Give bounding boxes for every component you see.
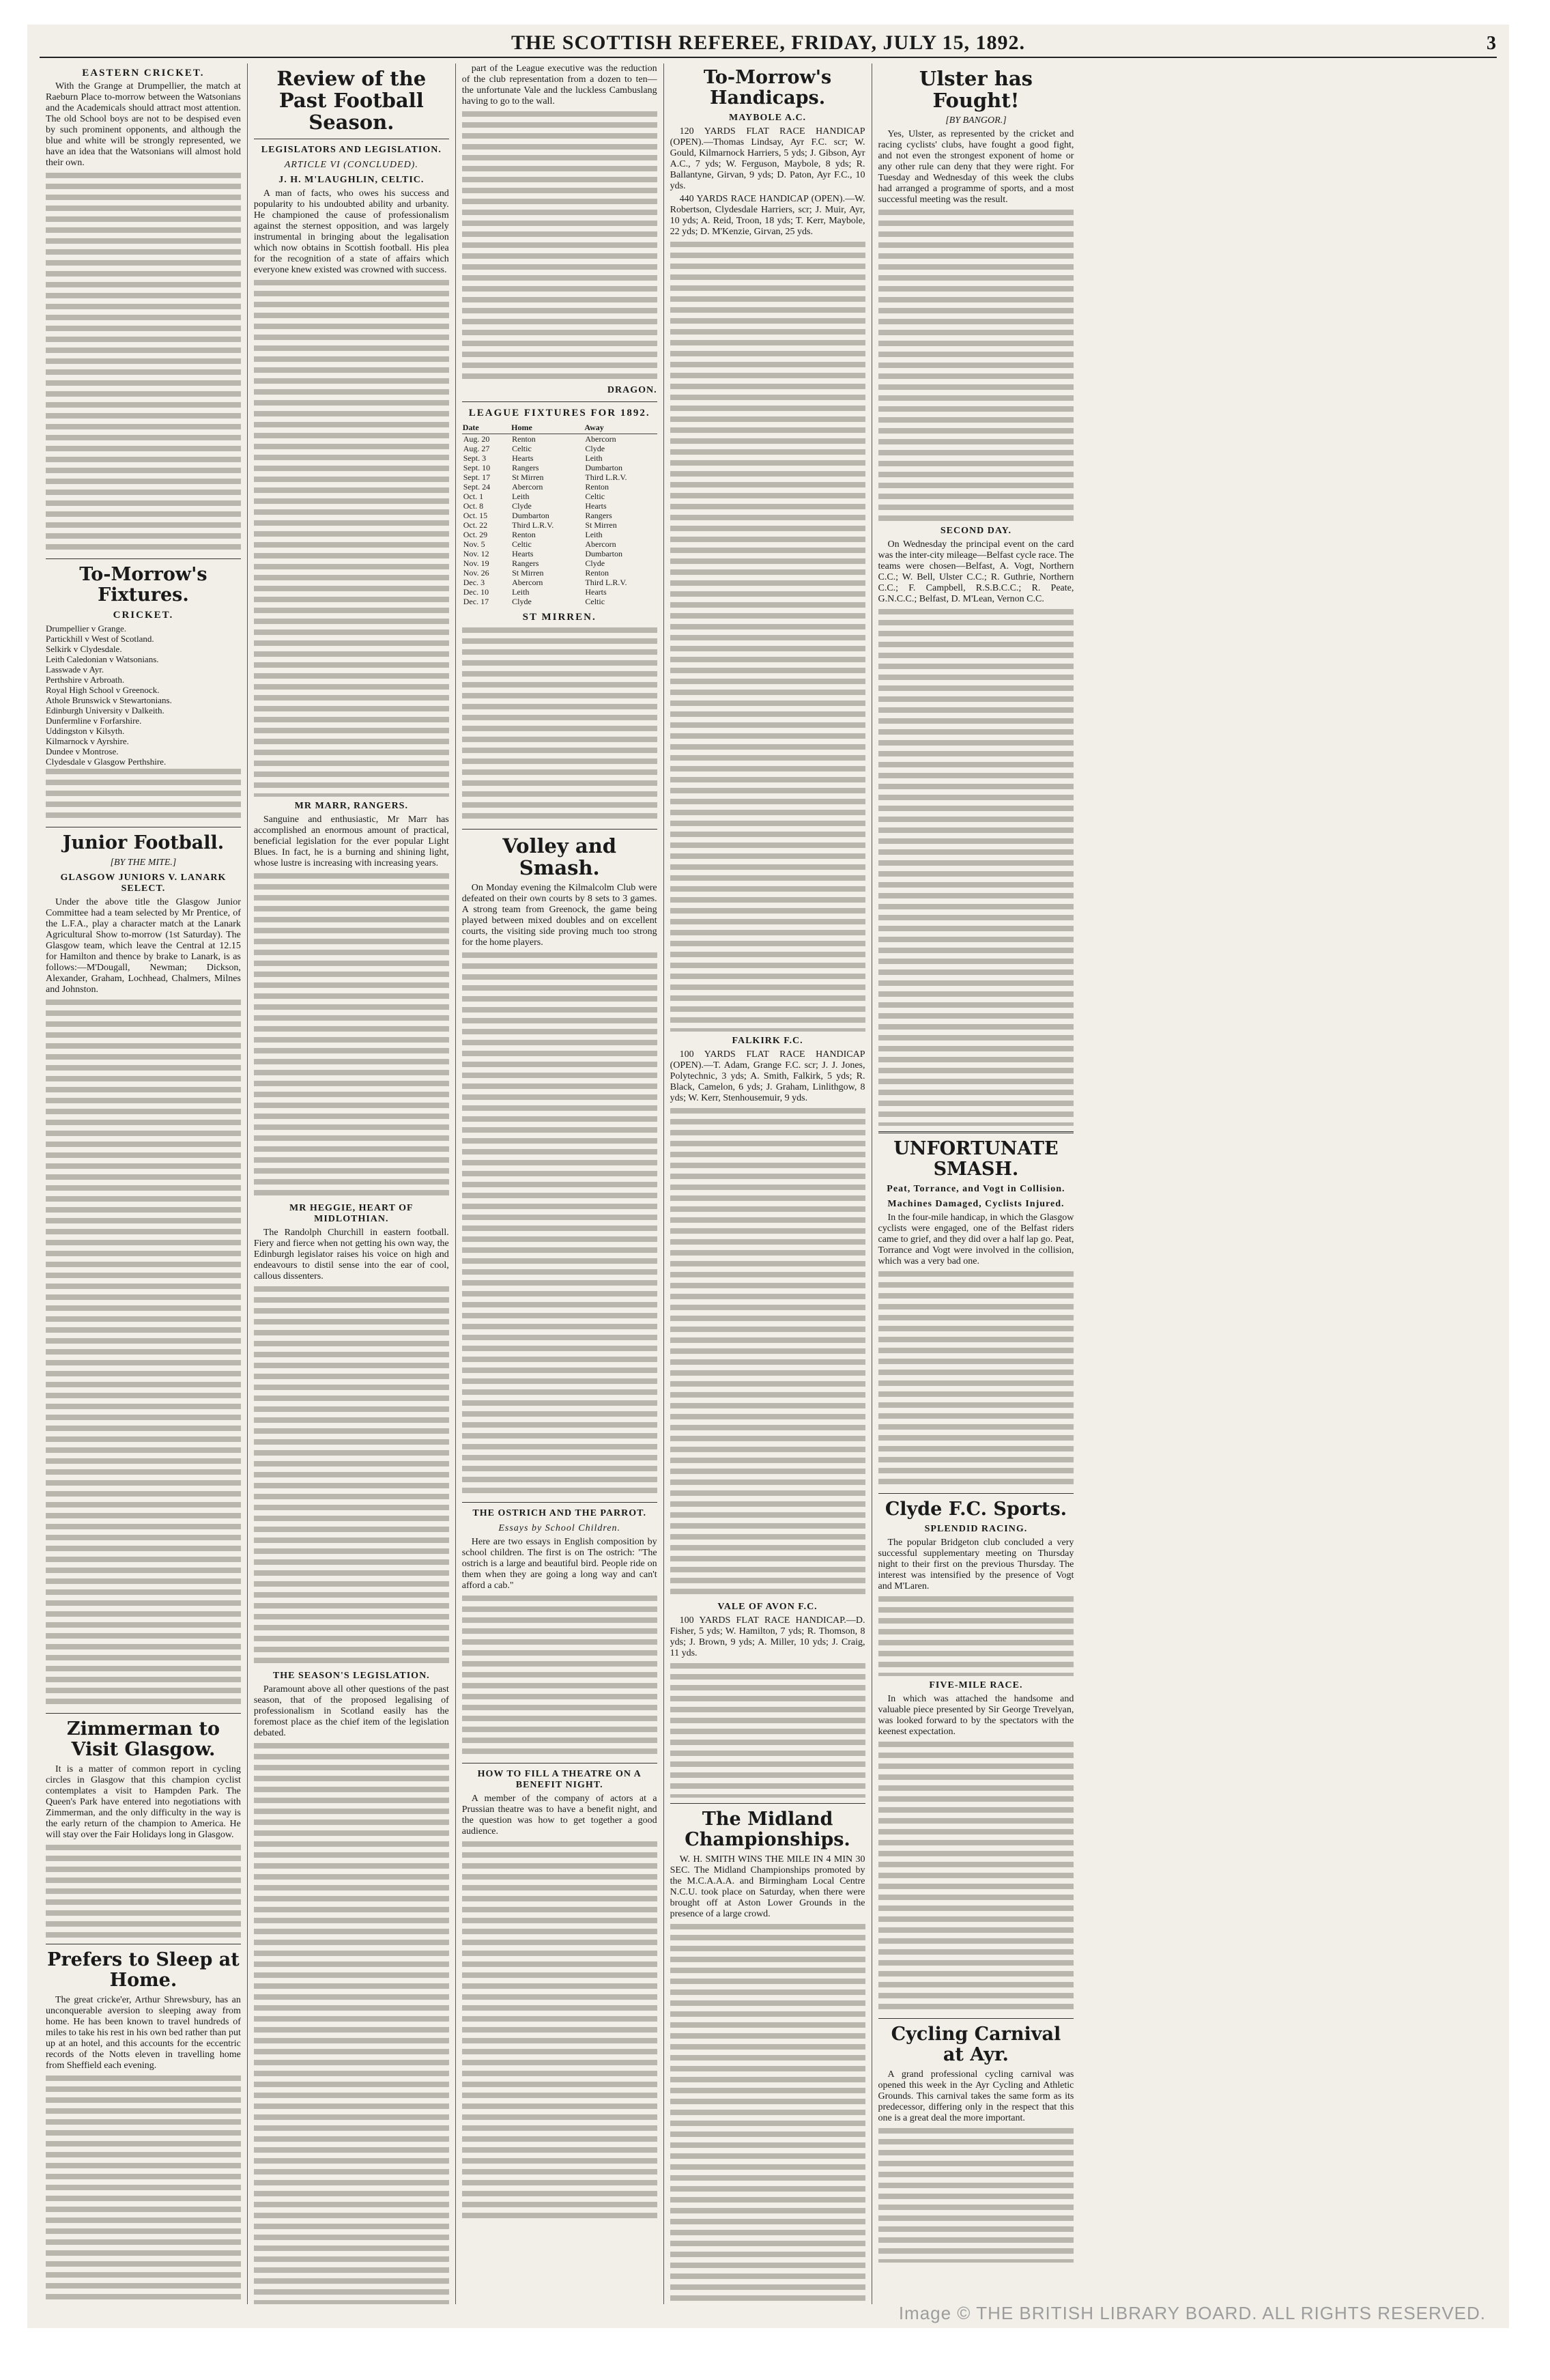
table-row: [462, 463, 657, 472]
smash-text: In the four-mile handicap, in which the Glasgow cyclists were engaged, one of the Belfast riders came to grief, and they did over a half lap go. Peat, Torrance and Vogt were involved in the collision, which was a very bad one.: [878, 1213, 1074, 1266]
clyde-subhead-2: FIVE-MILE RACE.: [929, 1680, 1023, 1690]
text-block: [462, 950, 657, 1497]
table-cell: Third L.R.V.: [512, 520, 554, 530]
maybole-subhead: MAYBOLE A.C.: [729, 113, 807, 123]
vale-of-avon-text: 100 YARDS FLAT RACE HANDICAP.—D. Fisher, 5 yds; W. Hamilton, 7 yds; R. Thomson, 8 yds; J. Brown, 9 yds; A. Miller, 10 yds; J. Craig, 11 yds.: [670, 1615, 865, 1658]
table-cell: Dec. 10: [463, 587, 489, 597]
table-row: [462, 530, 657, 539]
table-cell: Oct. 8: [463, 501, 484, 511]
handicaps-headline: To-Morrow's Handicaps.: [703, 67, 832, 109]
midland-text: W. H. SMITH WINS THE MILE IN 4 MIN 30 SEC. The Midland Championships promoted by the M.C.A.A.A. and Birmingham Local Centre N.C.U. took place on Saturday, when there were brought off at Aston Lower Grounds in the presence of a large crowd.: [670, 1854, 865, 1919]
text-block: [46, 171, 241, 553]
table-cell: Abercorn: [585, 434, 616, 444]
heggie-text: The Randolph Churchill in eastern football. Fiery and fierce when not getting his own way, the Edinburgh legislator raises his voice on high and endeavours to distil sense into the ear of cool, callous dissenters.: [253, 1228, 449, 1281]
table-row: [462, 568, 657, 578]
table-cell: Abercorn: [585, 539, 616, 549]
eastern-cricket-text: With the Grange at Drumpellier, the match at Raeburn Place to-morrow between the Watsonians and the Academicals should attract most attention. The old School boys are not to be despised even by such prominent opponents, and although the blue and white will be strongly represented, we have an idea that the Watsonians will almost hold their own.: [46, 81, 241, 168]
table-cell: Rangers: [512, 463, 539, 472]
table-row: [462, 520, 657, 530]
table-row: [462, 597, 657, 606]
text-block: [46, 1843, 241, 1938]
fixture-item: Royal High School v Greenock.: [46, 685, 160, 695]
divider: [878, 1493, 1074, 1494]
table-cell: Renton: [585, 482, 609, 492]
fixture-item: Clydesdale v Glasgow Perthshire.: [46, 756, 167, 767]
divider: [670, 1803, 865, 1804]
maybole-text-2: 440 YARDS RACE HANDICAP (OPEN).—W. Robertson, Clydesdale Harriers, scr; J. Muir, Ayr, 10 yds; A. Reid, Troon, 18 yds; T. Kerr, Maybole, 22 yds; D. M'Kenzie, Girvan, 25 yds.: [670, 194, 865, 237]
text-block: [878, 1594, 1074, 1676]
table-cell: Oct. 29: [463, 530, 488, 539]
ulster-text-2: On Wednesday the principal event on the card was the inter-city mileage—Belfast cycle race. The teams were chosen—Belfast, A. Vogt, Northern C.C.; W. Bell, Ulster C.C.; R. Guthrie, Northern C.C.; F. Campbell, R.S.B.C.C.; R. Peate, G.N.C.C.; Belfast, D. M'Lean, Vernon C.C.: [878, 539, 1074, 604]
ostrich-headline: THE OSTRICH AND THE PARROT.: [472, 1508, 646, 1518]
text-block: [254, 871, 449, 1199]
eastern-cricket-title: EASTERN CRICKET.: [82, 68, 205, 79]
table-row: [462, 434, 657, 444]
ostrich-text: Here are two essays in English composition by school children. The first is on The ostrich: "The ostrich is a large and beautiful bird. People ride on them when they are going a long way and can't afford a cab.": [461, 1537, 657, 1591]
table-cell: Renton: [585, 568, 609, 578]
table-cell: Third L.R.V.: [585, 578, 627, 587]
league-fixtures-table: [462, 421, 657, 606]
table-row: [462, 453, 657, 463]
divider: [46, 558, 241, 559]
fixture-item: Dundee v Montrose.: [46, 746, 119, 756]
text-block: [462, 625, 657, 823]
table-cell: Clyde: [585, 558, 605, 568]
table-cell: St Mirren: [585, 520, 617, 530]
season-legislation-text: Paramount above all other questions of the past season, that of the proposed legalising of professionalism in Scotland easily has the foremost place as the chief item of the legislation debated.: [253, 1684, 449, 1738]
fixture-item: Perthshire v Arbroath.: [46, 675, 125, 685]
review-article: ARTICLE VI (CONCLUDED).: [284, 160, 418, 170]
text-block: [878, 607, 1074, 1126]
table-cell: Leith: [512, 492, 530, 501]
fixture-item: Uddingston v Kilsyth.: [46, 726, 125, 736]
table-cell: Dumbarton: [585, 463, 623, 472]
st-mirren-title: ST MIRREN.: [522, 612, 597, 623]
table-cell: Oct. 22: [463, 520, 488, 530]
review-headline: Review of the Past Football Season.: [276, 67, 427, 134]
table-cell: Aug. 27: [463, 444, 490, 453]
table-cell: Abercorn: [512, 482, 543, 492]
theatre-text: A member of the company of actors at a Prussian theatre was to have a benefit night, and the question was how to get together a good audience.: [461, 1794, 657, 1837]
table-cell: Clyde: [585, 444, 605, 453]
table-row: [462, 492, 657, 501]
table-cell: Celtic: [585, 492, 605, 501]
table-cell: Renton: [512, 434, 536, 444]
table-cell: Nov. 5: [463, 539, 485, 549]
table-cell: Sept. 24: [463, 482, 491, 492]
table-cell: Celtic: [585, 597, 605, 606]
column-5: [872, 63, 1080, 2304]
prefers-sleep-text: The great cricke'er, Arthur Shrewsbury, has an unconquerable aversion to sleeping away from home. He has been known to travel hundreds of miles to take his rest in his own bed rather than put up at an hotel, and this accounts for the eccentric records of the Notts eleven in travelling home from Sheffield each evening.: [46, 1995, 241, 2071]
fixtures-list: [46, 623, 241, 767]
vale-of-avon-subhead: VALE OF AVON F.C.: [717, 1602, 818, 1612]
fixture-item: Leith Caledonian v Watsonians.: [46, 654, 159, 664]
text-block: [254, 1284, 449, 1667]
table-row: [462, 501, 657, 511]
table-header-row: [462, 421, 657, 434]
text-block: [670, 1106, 865, 1598]
clyde-text-2: In which was attached the handsome and valuable piece presented by Sir George Trevelyan, was looked forward to by the spectators with the keenest expectation.: [878, 1694, 1074, 1737]
zimmerman-text: It is a matter of common report in cycling circles in Glasgow that this champion cyclist contemplates a visit to Hampden Park. The Queen's Park have entered into negotiations with Zimmerman, and the only difficulty in the way is the early return of the champion to America. He will stay over the Fair Holidays long in Glasgow.: [46, 1764, 241, 1840]
text-block: [462, 1839, 657, 2222]
copyright-watermark: Image © THE BRITISH LIBRARY BOARD. ALL RIGHTS RESERVED.: [898, 2303, 1486, 2323]
smash-subhead: Peat, Torrance, and Vogt in Collision.: [887, 1184, 1065, 1194]
fixture-item: Partickhill v West of Scotland.: [46, 634, 154, 644]
league-fixtures-title: LEAGUE FIXTURES FOR 1892.: [468, 408, 650, 419]
fixtures-category: CRICKET.: [113, 610, 174, 621]
column-1: [40, 63, 248, 2304]
fixture-item: Drumpellier v Grange.: [46, 623, 127, 634]
marr-subhead: MR MARR, RANGERS.: [294, 801, 408, 811]
table-cell: Hearts: [512, 453, 534, 463]
fixture-item: Selkirk v Clydesdale.: [46, 644, 122, 654]
smash-headline: UNFORTUNATE SMASH.: [893, 1138, 1059, 1180]
fixture-item: Edinburgh University v Dalkeith.: [46, 705, 164, 716]
fixture-item: Kilmarnock v Ayrshire.: [46, 736, 129, 746]
review-text: A man of facts, who owes his success and popularity to his undoubted ability and urbanity. He championed the cause of professionalism against the sternest opposition, and was largely instrumental in bringing about the legalisation which now obtains in Scottish football. His plea for the recognition of a state of affairs which everyone knew existed was crowned with success.: [253, 188, 449, 275]
table-body: [462, 434, 657, 607]
text-block: [878, 2126, 1074, 2263]
text-block: [878, 208, 1074, 522]
text-block: [878, 1269, 1074, 1488]
table-cell: Rangers: [512, 558, 539, 568]
text-block: [462, 109, 657, 382]
volley-text: On Monday evening the Kilmalcolm Club were defeated on their own courts by 8 sets to 3 games. A strong team from Greenock, the game being played between mixed doubles and on excellent courts, the visiting side proving much too strong for the home players.: [461, 883, 657, 948]
text-block: [46, 997, 241, 1708]
ostrich-subhead: Essays by School Children.: [498, 1523, 621, 1533]
clyde-text: The popular Bridgeton club concluded a very successful supplementary meeting on Thursday night to their first on the previous Thursday. The interest was intensified by the presence of Vogt and M'Laren.: [878, 1538, 1074, 1591]
ulster-byline: [BY BANGOR.]: [945, 115, 1007, 126]
ulster-text: Yes, Ulster, as represented by the cricket and racing cyclists' clubs, have fought a good fight, and not even the strongest exponent of home or any other rule can deny that they were right. For Tuesday and Wednesday of this week the clubs had arranged a programme of sports, and a most successful meeting was the result.: [878, 129, 1074, 205]
ulster-headline: Ulster has Fought!: [919, 67, 1033, 112]
table-cell: Dumbarton: [585, 549, 623, 558]
table-cell: Sept. 3: [463, 453, 487, 463]
table-cell: Dec. 3: [463, 578, 485, 587]
table-cell: Abercorn: [512, 578, 543, 587]
clyde-headline: Clyde F.C. Sports.: [885, 1499, 1067, 1520]
junior-football-text: Under the above title the Glasgow Junior Committee had a team selected by Mr Prentice, of the L.F.A., play a character match at the Lanark Agricultural Show to-morrow (1st Saturday). The Glasgow team, which leave the Central at 12.15 for Hamilton and thence by brake to Lanark, is as follows:—M'Dougall, Newman; Dickson, Alexander, Graham, Lochhead, Chalmers, Milnes and Johnston.: [46, 897, 241, 995]
falkirk-text: 100 YARDS FLAT RACE HANDICAP (OPEN).—T. Adam, Grange F.C. scr; J. J. Jones, Polytechnic, 3 yds; A. Smith, Falkirk, 5 yds; R. Black, Camelon, 6 yds; J. Graham, Linlithgow, 8 yds; W. Kerr, Stenhousemuir, 9 yds.: [670, 1049, 865, 1103]
text-block: [670, 240, 865, 1032]
divider: [46, 1713, 241, 1714]
review-subhead: LEGISLATORS AND LEGISLATION.: [261, 145, 442, 155]
table-cell: Dumbarton: [512, 511, 549, 520]
columns: [40, 58, 1497, 2304]
text-block: [670, 1661, 865, 1798]
table-cell: Oct. 15: [463, 511, 488, 520]
smash-subhead-2: Machines Damaged, Cyclists Injured.: [887, 1199, 1065, 1209]
ayr-headline: Cycling Carnival at Ayr.: [891, 2024, 1061, 2065]
column-4: [664, 63, 872, 2304]
divider: [878, 1131, 1074, 1133]
marr-text: Sanguine and enthusiastic, Mr Marr has accomplished an enormous amount of practical, beneficial legislation for the ever popular Light Blues. In fact, he is a burning and shining light, whose lustre is increasing with increasing years.: [253, 814, 449, 868]
table-cell: Hearts: [585, 587, 607, 597]
divider: [462, 401, 657, 402]
article-signature: DRAGON.: [607, 385, 657, 395]
table-cell: Hearts: [585, 501, 607, 511]
masthead-title: THE SCOTTISH REFEREE, FRIDAY, JULY 15, 1892.: [511, 31, 1026, 54]
table-row: [462, 444, 657, 453]
table-row: [462, 587, 657, 597]
fixture-item: Athole Brunswick v Stewartonians.: [46, 695, 172, 705]
divider: [878, 2018, 1074, 2019]
heggie-subhead: MR HEGGIE, HEART OF MIDLOTHIAN.: [289, 1203, 414, 1224]
table-cell: St Mirren: [512, 568, 544, 578]
fixture-item: Dunfermline v Forfarshire.: [46, 716, 142, 726]
table-cell: St Mirren: [512, 472, 544, 482]
text-block: [46, 767, 241, 821]
volley-headline: Volley and Smash.: [502, 834, 617, 879]
fixtures-headline: To-Morrow's Fixtures.: [79, 564, 207, 606]
table-row: [462, 539, 657, 549]
text-block: [254, 278, 449, 797]
table-cell: Rangers: [585, 511, 612, 520]
table-cell: Sept. 17: [463, 472, 491, 482]
table-cell: Sept. 10: [463, 463, 491, 472]
table-row: [462, 511, 657, 520]
junior-football-subhead: GLASGOW JUNIORS V. LANARK SELECT.: [60, 873, 227, 894]
table-cell: Oct. 1: [463, 492, 484, 501]
season-legislation-subhead: THE SEASON'S LEGISLATION.: [272, 1671, 430, 1681]
column-2: [248, 63, 456, 2304]
junior-football-byline: [BY THE MITE.]: [110, 858, 177, 868]
page-number: 3: [1487, 33, 1497, 54]
text-block: [878, 1740, 1074, 2013]
ulster-subhead: SECOND DAY.: [940, 526, 1011, 536]
prefers-sleep-headline: Prefers to Sleep at Home.: [47, 1949, 240, 1991]
masthead: [40, 25, 1497, 58]
table-cell: Leith: [512, 587, 530, 597]
clyde-subhead: SPLENDID RACING.: [924, 1524, 1028, 1534]
table-cell: Clyde: [512, 597, 532, 606]
theatre-headline: HOW TO FILL A THEATRE ON A BENEFIT NIGHT.: [477, 1769, 642, 1790]
newspaper-page: [27, 25, 1509, 2328]
table-row: [462, 578, 657, 587]
table-row: [462, 472, 657, 482]
table-cell: Dec. 17: [463, 597, 489, 606]
table-header-cell: Date: [462, 421, 511, 434]
junior-football-headline: Junior Football.: [62, 832, 225, 853]
zimmerman-headline: Zimmerman to Visit Glasgow.: [66, 1718, 220, 1760]
table-cell: Clyde: [512, 501, 532, 511]
table-cell: Leith: [585, 530, 603, 539]
table-header-cell: Away: [584, 421, 657, 434]
text-block: [254, 1741, 449, 2304]
review-person: J. H. M'LAUGHLIN, CELTIC.: [278, 175, 425, 185]
table-cell: Third L.R.V.: [585, 472, 627, 482]
divider: [462, 829, 657, 830]
league-text: part of the League executive was the reduction of the club representation from a dozen to ten—the unfortunate Vale and the luckless Cambuslang having to go to the wall.: [461, 63, 657, 107]
midland-headline: The Midland Championships.: [685, 1809, 850, 1850]
table-cell: Nov. 19: [463, 558, 489, 568]
divider: [462, 1502, 657, 1503]
table-cell: Aug. 20: [463, 434, 490, 444]
table-cell: Nov. 26: [463, 568, 489, 578]
table-cell: Renton: [512, 530, 536, 539]
ayr-text: A grand professional cycling carnival was opened this week in the Ayr Cycling and Athletic Grounds. This carnival takes the same form as its predecessor, differing only in the respect that this one is a great deal the more important.: [878, 2069, 1074, 2123]
table-header-cell: Home: [511, 421, 584, 434]
table-cell: Celtic: [512, 444, 532, 453]
table-row: [462, 558, 657, 568]
falkirk-subhead: FALKIRK F.C.: [732, 1036, 803, 1046]
text-block: [46, 2073, 241, 2304]
text-block: [670, 1922, 865, 2304]
table-cell: Hearts: [512, 549, 534, 558]
table-row: [462, 482, 657, 492]
fixture-item: Lasswade v Ayr.: [46, 664, 104, 675]
text-block: [462, 1593, 657, 1757]
table-cell: Celtic: [512, 539, 532, 549]
table-row: [462, 549, 657, 558]
table-cell: Nov. 12: [463, 549, 489, 558]
maybole-text: 120 YARDS FLAT RACE HANDICAP (OPEN).—Thomas Lindsay, Ayr F.C. scr; W. Gould, Kilmarnock Harriers, 5 yds; J. Gibson, Ayr A.C., 7 yds; W. Ferguson, Maybole, 8 yds; R. Ballantyne, Girvan, 9 yds; D. Paton, Ayr F.C., 10 yds.: [670, 126, 865, 191]
table-cell: Leith: [585, 453, 603, 463]
column-3: [456, 63, 664, 2304]
